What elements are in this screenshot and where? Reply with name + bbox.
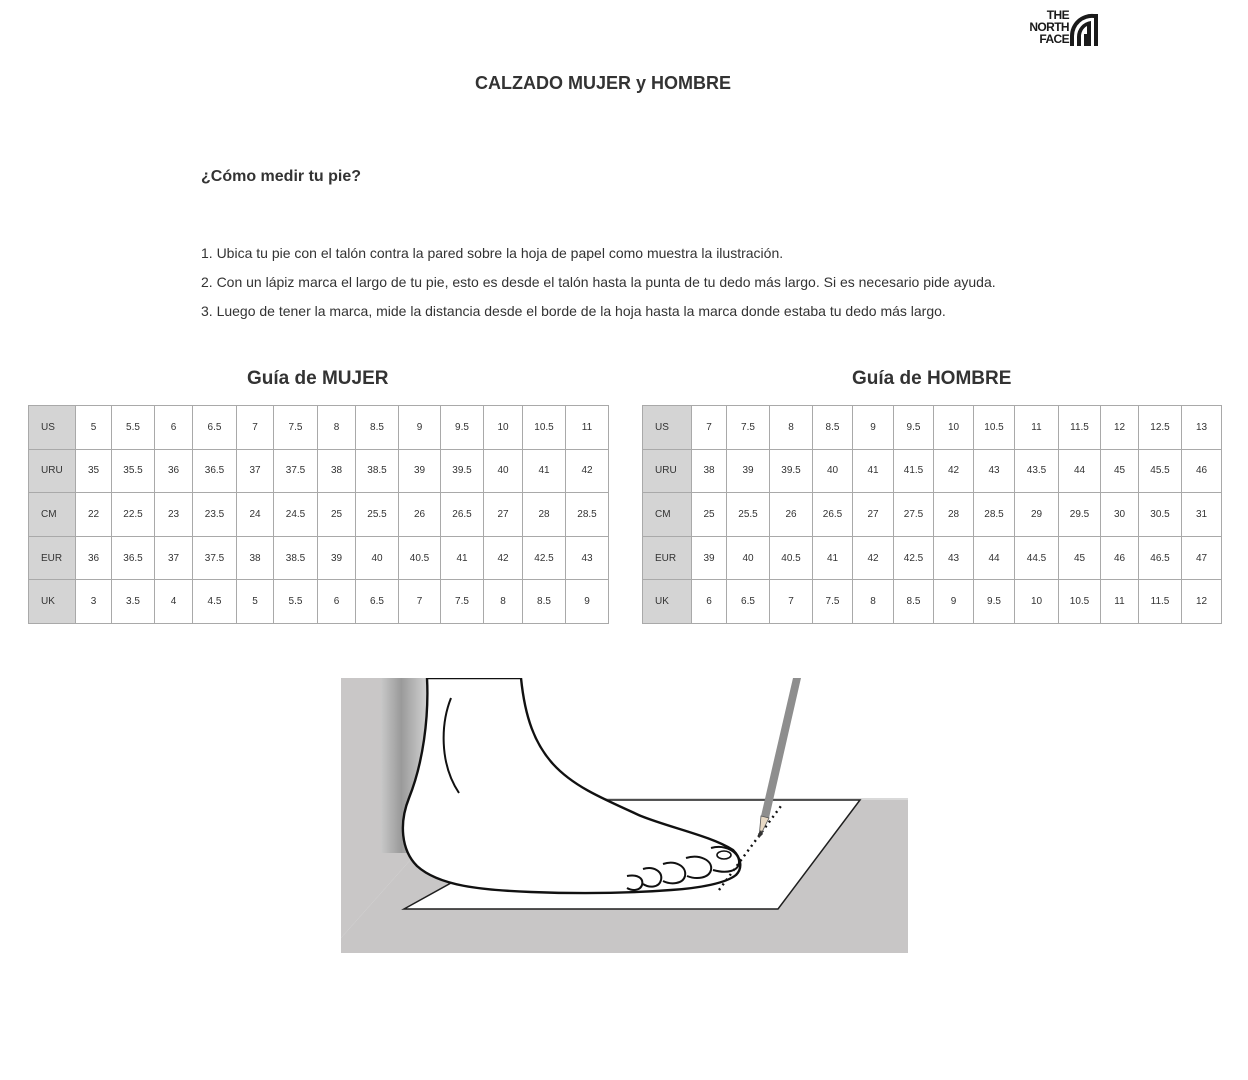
step-item: 1. Ubica tu pie con el talón contra la pared sobre la hoja de papel como muestra la ilustración.: [201, 245, 784, 261]
size-cell: 3: [76, 580, 112, 624]
size-cell: 28: [523, 493, 566, 537]
size-cell: 28.5: [974, 493, 1015, 537]
size-cell: 12: [1182, 580, 1222, 624]
size-cell: 43: [974, 449, 1015, 493]
size-cell: 40.5: [770, 536, 813, 580]
size-cell: 5.5: [112, 406, 155, 450]
size-cell: 42: [853, 536, 894, 580]
size-cell: 38: [237, 536, 274, 580]
size-cell: 30.5: [1139, 493, 1182, 537]
size-row-uk: [29, 580, 609, 624]
size-cell: 36: [155, 449, 193, 493]
size-cell: 9: [853, 406, 894, 450]
size-cell: 12: [1101, 406, 1139, 450]
size-cell: 40: [813, 449, 853, 493]
size-cell: 8.5: [813, 406, 853, 450]
size-cell: 7: [399, 580, 441, 624]
size-cell: 44: [1059, 449, 1101, 493]
size-cell: 11.5: [1139, 580, 1182, 624]
size-cell: 9.5: [441, 406, 484, 450]
row-label: EUR: [29, 536, 76, 580]
size-cell: 46: [1101, 536, 1139, 580]
size-cell: 7.5: [441, 580, 484, 624]
size-cell: 35: [76, 449, 112, 493]
size-cell: 9: [934, 580, 974, 624]
size-cell: 10.5: [1059, 580, 1101, 624]
size-cell: 45: [1059, 536, 1101, 580]
women-guide-title: Guía de MUJER: [247, 368, 389, 389]
size-cell: 10: [1015, 580, 1059, 624]
size-cell: 4.5: [193, 580, 237, 624]
size-cell: 40: [727, 536, 770, 580]
size-cell: 3.5: [112, 580, 155, 624]
size-cell: 7: [770, 580, 813, 624]
size-row-us: [29, 406, 609, 450]
size-cell: 27: [484, 493, 523, 537]
size-cell: 30: [1101, 493, 1139, 537]
size-cell: 46: [1182, 449, 1222, 493]
size-cell: 46.5: [1139, 536, 1182, 580]
how-to-measure-heading: ¿Cómo medir tu pie?: [201, 168, 361, 185]
size-cell: 47: [1182, 536, 1222, 580]
size-cell: 8: [770, 406, 813, 450]
size-cell: 8.5: [523, 580, 566, 624]
row-label: US: [29, 406, 76, 450]
size-cell: 41: [523, 449, 566, 493]
row-label: UK: [643, 580, 692, 624]
size-cell: 6.5: [356, 580, 399, 624]
size-cell: 24: [237, 493, 274, 537]
size-cell: 26: [770, 493, 813, 537]
size-cell: 28: [934, 493, 974, 537]
size-cell: 42.5: [894, 536, 934, 580]
size-cell: 38: [692, 449, 727, 493]
size-cell: 38.5: [274, 536, 318, 580]
size-cell: 7.5: [274, 406, 318, 450]
size-cell: 42: [484, 536, 523, 580]
row-label: UK: [29, 580, 76, 624]
size-cell: 26: [399, 493, 441, 537]
size-cell: 11: [1015, 406, 1059, 450]
row-label: URU: [29, 449, 76, 493]
size-cell: 7.5: [813, 580, 853, 624]
size-cell: 42: [566, 449, 609, 493]
size-cell: 11: [1101, 580, 1139, 624]
size-cell: 43: [566, 536, 609, 580]
logo-wordmark: THE NORTH FACE: [1029, 8, 1069, 46]
size-cell: 40.5: [399, 536, 441, 580]
size-cell: 8: [853, 580, 894, 624]
size-cell: 7.5: [727, 406, 770, 450]
size-cell: 5: [76, 406, 112, 450]
size-cell: 7: [237, 406, 274, 450]
size-row-cm: [643, 493, 1222, 537]
size-cell: 45.5: [1139, 449, 1182, 493]
page-title: CALZADO MUJER y HOMBRE: [474, 73, 731, 93]
size-cell: 36: [76, 536, 112, 580]
size-cell: 11.5: [1059, 406, 1101, 450]
size-cell: 39.5: [770, 449, 813, 493]
size-cell: 37: [155, 536, 193, 580]
size-cell: 5: [237, 580, 274, 624]
size-row-uru: [643, 449, 1222, 493]
size-cell: 39: [727, 449, 770, 493]
size-row-eur: [643, 536, 1222, 580]
size-cell: 22.5: [112, 493, 155, 537]
size-cell: 9: [566, 580, 609, 624]
size-cell: 42.5: [523, 536, 566, 580]
size-cell: 13: [1182, 406, 1222, 450]
size-cell: 35.5: [112, 449, 155, 493]
size-cell: 39: [692, 536, 727, 580]
size-cell: 41: [441, 536, 484, 580]
size-cell: 6.5: [727, 580, 770, 624]
size-cell: 27.5: [894, 493, 934, 537]
size-cell: 38: [318, 449, 356, 493]
row-label: URU: [643, 449, 692, 493]
size-cell: 25.5: [356, 493, 399, 537]
size-row-uk: [643, 580, 1222, 624]
step-item: 3. Luego de tener la marca, mide la distancia desde el borde de la hoja hasta la marca donde estaba tu dedo más largo.: [201, 303, 946, 319]
size-row-uru: [29, 449, 609, 493]
size-cell: 6: [318, 580, 356, 624]
step-item: 2. Con un lápiz marca el largo de tu pie, esto es desde el talón hasta la punta de tu dedo más largo. Si es necesario pide ayuda.: [201, 274, 996, 290]
size-cell: 28.5: [566, 493, 609, 537]
women-size-table: [28, 405, 609, 624]
size-cell: 43.5: [1015, 449, 1059, 493]
size-cell: 37: [237, 449, 274, 493]
row-label: CM: [29, 493, 76, 537]
size-cell: 41.5: [894, 449, 934, 493]
size-cell: 37.5: [193, 536, 237, 580]
size-cell: 44: [974, 536, 1015, 580]
size-cell: 23.5: [193, 493, 237, 537]
row-label: US: [643, 406, 692, 450]
size-cell: 26.5: [813, 493, 853, 537]
men-guide-title: Guía de HOMBRE: [852, 368, 1012, 389]
size-cell: 44.5: [1015, 536, 1059, 580]
size-cell: 39: [318, 536, 356, 580]
size-cell: 36.5: [193, 449, 237, 493]
size-row-us: [643, 406, 1222, 450]
size-cell: 10: [934, 406, 974, 450]
size-cell: 41: [813, 536, 853, 580]
size-row-eur: [29, 536, 609, 580]
size-cell: 11: [566, 406, 609, 450]
measure-steps-list: [201, 243, 996, 330]
size-cell: 38.5: [356, 449, 399, 493]
size-row-cm: [29, 493, 609, 537]
size-cell: 29: [1015, 493, 1059, 537]
size-cell: 8.5: [356, 406, 399, 450]
size-cell: 8: [318, 406, 356, 450]
size-cell: 29.5: [1059, 493, 1101, 537]
the-north-face-logo: [1016, 8, 1100, 48]
size-cell: 6: [155, 406, 193, 450]
size-cell: 23: [155, 493, 193, 537]
size-cell: 5.5: [274, 580, 318, 624]
size-cell: 12.5: [1139, 406, 1182, 450]
size-cell: 41: [853, 449, 894, 493]
size-cell: 6.5: [193, 406, 237, 450]
size-cell: 9.5: [974, 580, 1015, 624]
foot-measurement-illustration: [341, 678, 908, 953]
size-cell: 10.5: [523, 406, 566, 450]
size-cell: 43: [934, 536, 974, 580]
size-cell: 39: [399, 449, 441, 493]
size-cell: 45: [1101, 449, 1139, 493]
size-cell: 10.5: [974, 406, 1015, 450]
size-cell: 6: [692, 580, 727, 624]
size-cell: 8.5: [894, 580, 934, 624]
size-cell: 36.5: [112, 536, 155, 580]
size-cell: 9.5: [894, 406, 934, 450]
size-cell: 9: [399, 406, 441, 450]
row-label: CM: [643, 493, 692, 537]
size-cell: 37.5: [274, 449, 318, 493]
size-cell: 10: [484, 406, 523, 450]
size-cell: 27: [853, 493, 894, 537]
size-cell: 8: [484, 580, 523, 624]
size-cell: 39.5: [441, 449, 484, 493]
size-cell: 25.5: [727, 493, 770, 537]
size-cell: 22: [76, 493, 112, 537]
size-cell: 40: [484, 449, 523, 493]
row-label: EUR: [643, 536, 692, 580]
size-cell: 42: [934, 449, 974, 493]
size-cell: 26.5: [441, 493, 484, 537]
size-cell: 25: [318, 493, 356, 537]
half-dome-icon: [1068, 10, 1100, 46]
size-cell: 4: [155, 580, 193, 624]
men-size-table: [642, 405, 1222, 624]
size-cell: 31: [1182, 493, 1222, 537]
size-cell: 40: [356, 536, 399, 580]
size-cell: 24.5: [274, 493, 318, 537]
size-cell: 7: [692, 406, 727, 450]
size-cell: 25: [692, 493, 727, 537]
